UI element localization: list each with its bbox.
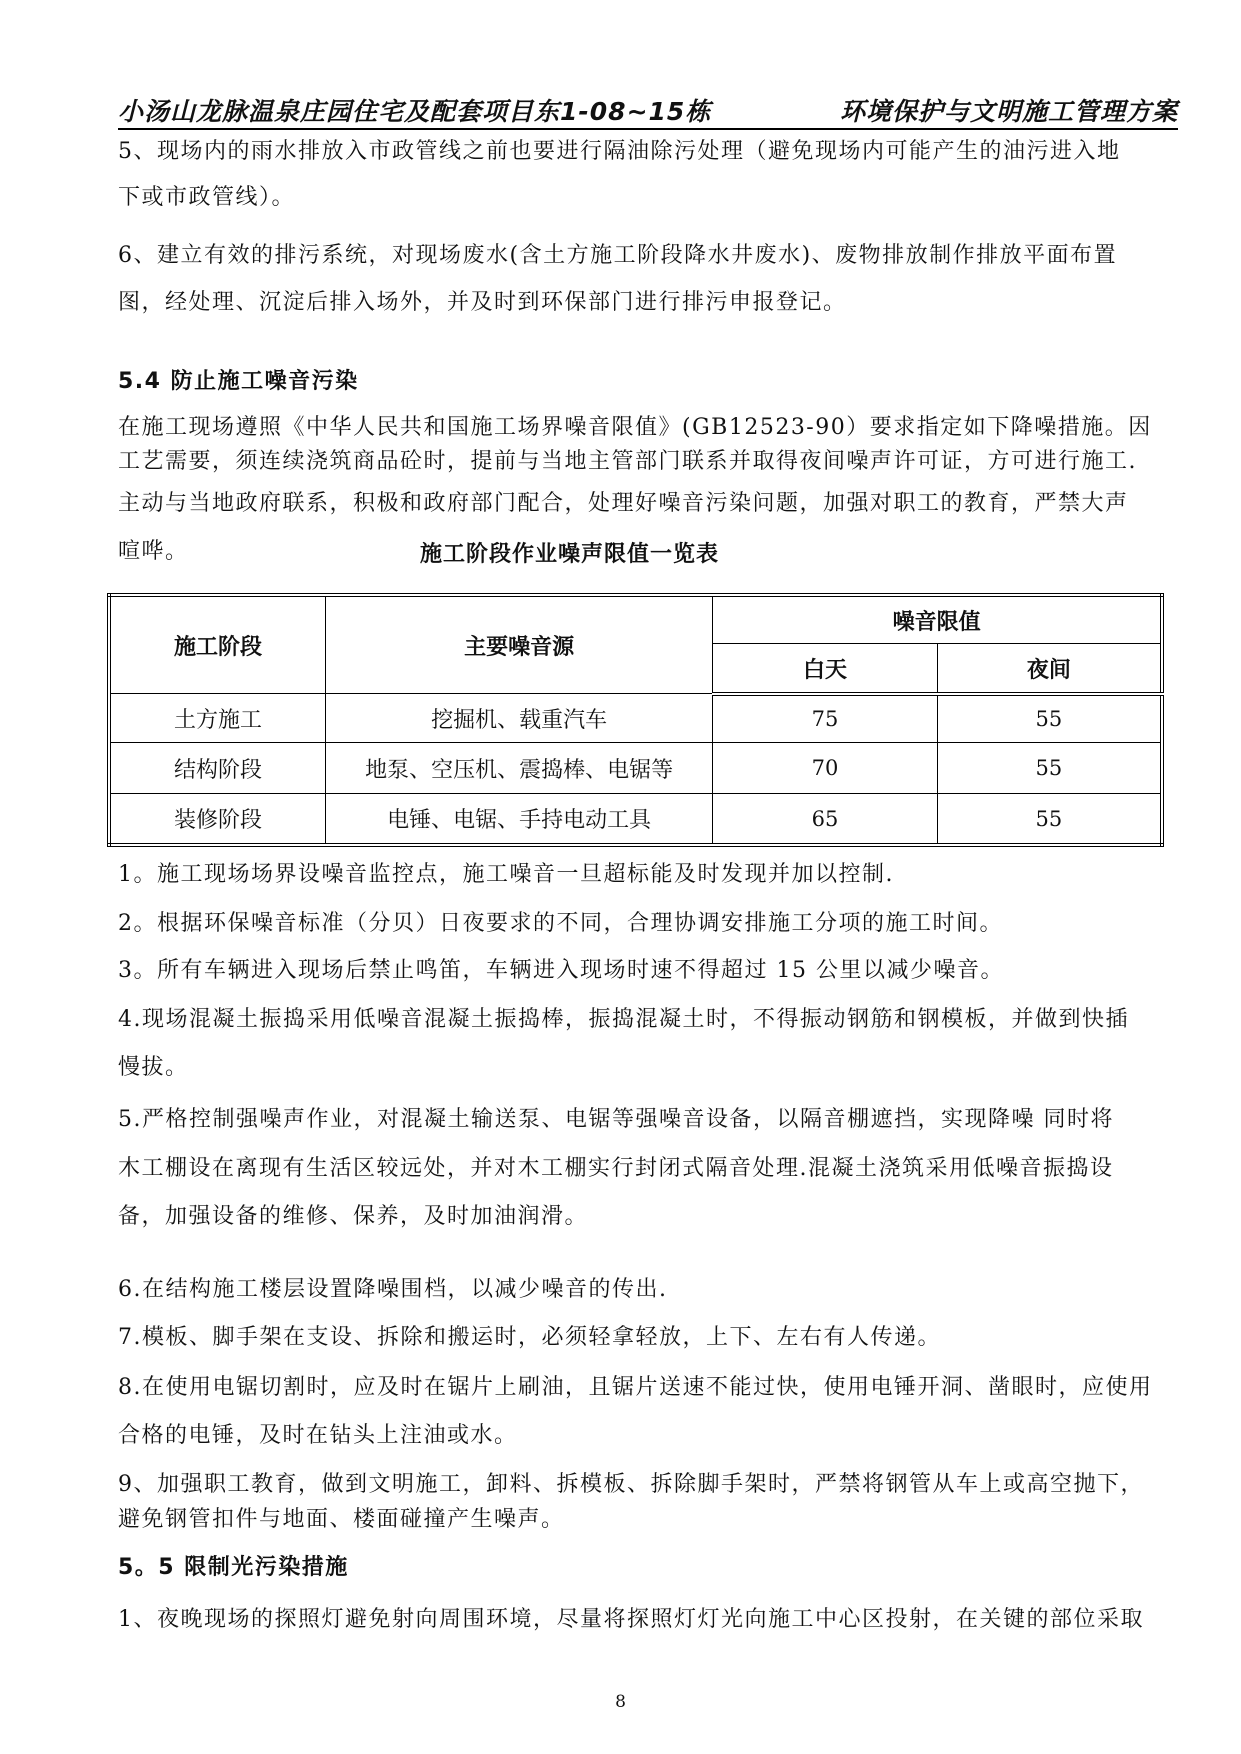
paragraph-line: 在施工现场遵照《中华人民共和国施工场界噪音限值》(GB12523-90）要求指定如下降噪措施。因 bbox=[118, 415, 1152, 440]
list-item: 避免钢管扣件与地面、楼面碰撞产生噪声。 bbox=[118, 1507, 565, 1532]
page-header bbox=[118, 92, 1178, 130]
paragraph-line: 主动与当地政府联系，积极和政府部门配合，处理好噪音污染问题，加强对职工的教育，严禁大声 bbox=[118, 491, 1129, 516]
table-row bbox=[109, 743, 1162, 794]
table-title: 施工阶段作业噪声限值一览表 bbox=[420, 542, 720, 567]
cell-day: 75 bbox=[713, 694, 938, 743]
cell-night: 55 bbox=[937, 794, 1162, 845]
list-item: 1。施工现场场界设噪音监控点，施工噪音一旦超标能及时发现并加以控制. bbox=[118, 862, 894, 887]
header-document-title: 环境保护与文明施工管理方案 bbox=[839, 97, 1178, 126]
list-item: 慢拔。 bbox=[118, 1055, 189, 1080]
list-item: 备，加强设备的维修、保养，及时加油润滑。 bbox=[118, 1204, 589, 1229]
paragraph-line: 5、现场内的雨水排放入市政管线之前也要进行隔油除污处理（避免现场内可能产生的油污进入地 bbox=[118, 139, 1121, 164]
paragraph-line: 喧哗。 bbox=[118, 539, 189, 564]
section-heading-5-5: 5。5 限制光污染措施 bbox=[118, 1555, 349, 1580]
noise-limit-table bbox=[107, 593, 1164, 847]
cell-source: 电锤、电锯、手持电动工具 bbox=[326, 794, 713, 845]
header-day: 白天 bbox=[713, 644, 938, 694]
paragraph-line: 图，经处理、沉淀后排入场外，并及时到环保部门进行排污申报登记。 bbox=[118, 290, 847, 315]
paragraph-line: 1、夜晚现场的探照灯避免射向周围环境，尽量将探照灯灯光向施工中心区投射，在关键的部位采取 bbox=[118, 1607, 1145, 1632]
cell-stage: 装修阶段 bbox=[109, 794, 326, 845]
header-stage: 施工阶段 bbox=[109, 595, 326, 694]
table-row bbox=[109, 794, 1162, 845]
cell-night: 55 bbox=[937, 743, 1162, 794]
list-item: 9、加强职工教育，做到文明施工，卸料、拆模板、拆除脚手架时，严禁将钢管从车上或高空抛下， bbox=[118, 1472, 1145, 1497]
page-number: 8 bbox=[615, 1692, 626, 1712]
cell-day: 65 bbox=[713, 794, 938, 845]
paragraph-line: 下或市政管线）。 bbox=[118, 185, 296, 210]
cell-stage: 结构阶段 bbox=[109, 743, 326, 794]
header-night: 夜间 bbox=[937, 644, 1162, 694]
cell-stage: 土方施工 bbox=[109, 694, 326, 743]
cell-day: 70 bbox=[713, 743, 938, 794]
header-noise-limit: 噪音限值 bbox=[713, 595, 1162, 644]
list-item: 5.严格控制强噪声作业，对混凝土输送泵、电锯等强噪音设备，以隔音棚遮挡，实现降噪 同时将 bbox=[118, 1107, 1114, 1132]
header-project-title: 小汤山龙脉温泉庄园住宅及配套项目东1-08~15栋 bbox=[118, 97, 712, 126]
paragraph-line: 6、建立有效的排污系统，对现场废水(含土方施工阶段降水井废水)、废物排放制作排放平面布置 bbox=[118, 243, 1118, 268]
cell-source: 挖掘机、载重汽车 bbox=[326, 694, 713, 743]
cell-source: 地泵、空压机、震捣棒、电锯等 bbox=[326, 743, 713, 794]
list-item: 3。所有车辆进入现场后禁止鸣笛，车辆进入现场时速不得超过 15 公里以减少噪音。 bbox=[118, 958, 1004, 983]
list-item: 7.模板、脚手架在支设、拆除和搬运时，必须轻拿轻放，上下、左右有人传递。 bbox=[118, 1325, 941, 1350]
list-item: 4.现场混凝土振捣采用低噪音混凝土振捣棒，振捣混凝土时，不得振动钢筋和钢模板，并做到快插 bbox=[118, 1007, 1129, 1032]
table-row bbox=[109, 694, 1162, 743]
list-item: 8.在使用电锯切割时，应及时在锯片上刷油，且锯片送速不能过快，使用电锤开洞、凿眼时，应使用 bbox=[118, 1375, 1153, 1400]
paragraph-line: 工艺需要，须连续浇筑商品砼时，提前与当地主管部门联系并取得夜间噪声许可证，方可进行施工. bbox=[118, 449, 1137, 474]
list-item: 木工棚设在离现有生活区较远处，并对木工棚实行封闭式隔音处理.混凝土浇筑采用低噪音振捣设 bbox=[118, 1156, 1114, 1181]
list-item: 合格的电锤，及时在钻头上注油或水。 bbox=[118, 1423, 518, 1448]
cell-night: 55 bbox=[937, 694, 1162, 743]
list-item: 2。根据环保噪音标准（分贝）日夜要求的不同，合理协调安排施工分项的施工时间。 bbox=[118, 911, 1003, 936]
header-source: 主要噪音源 bbox=[326, 595, 713, 694]
list-item: 6.在结构施工楼层设置降噪围档，以减少噪音的传出. bbox=[118, 1277, 668, 1302]
section-heading-5-4: 5.4 防止施工噪音污染 bbox=[118, 369, 359, 394]
